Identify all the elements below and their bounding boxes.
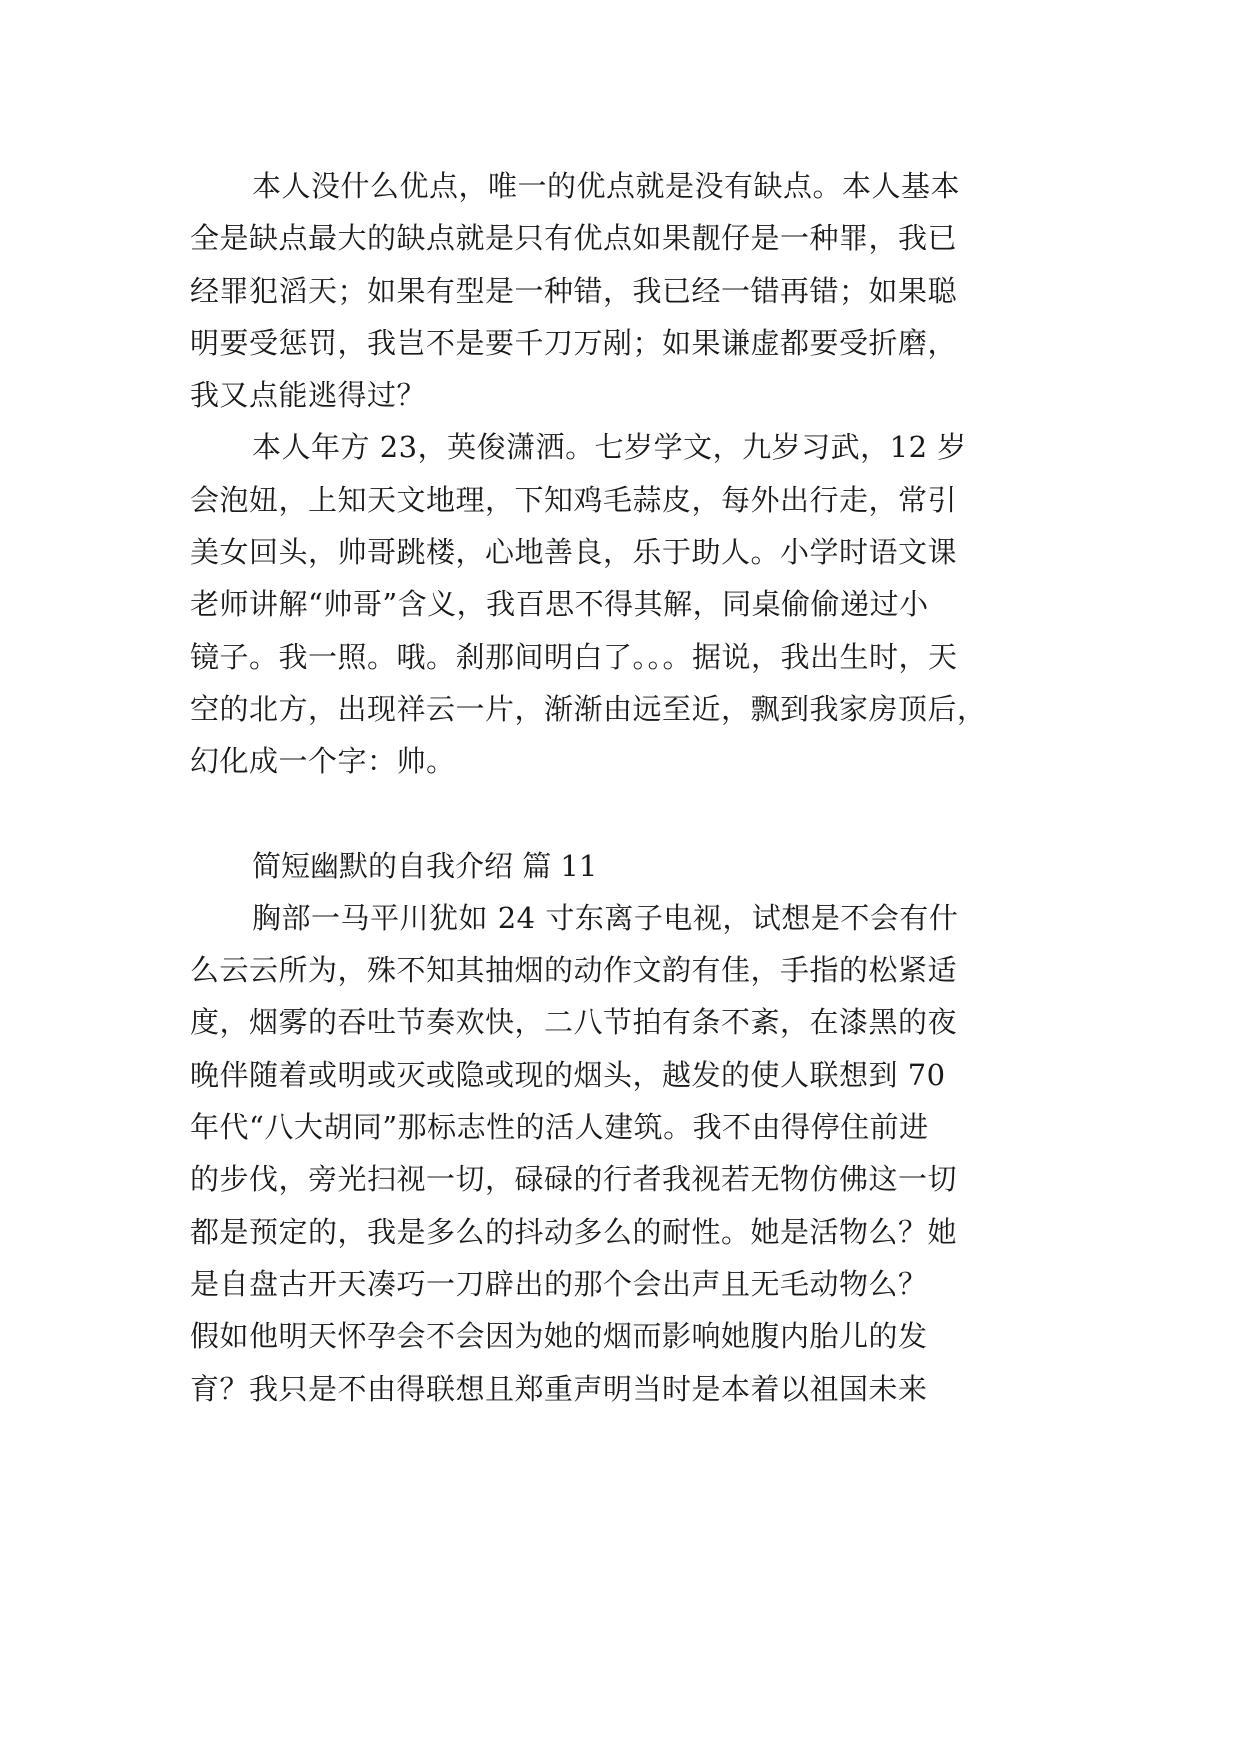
text-line: 么云云所为，殊不知其抽烟的动作文韵有佳，手指的松紧适 bbox=[190, 953, 958, 988]
document-body bbox=[190, 160, 1050, 1415]
paragraph-spacer bbox=[190, 788, 1050, 840]
paragraph-self-praise bbox=[190, 160, 1050, 421]
text-line: 全是缺点最大的缺点就是只有优点如果靓仔是一种罪，我已 bbox=[190, 221, 958, 256]
text-line: 幻化成一个字：帅。 bbox=[190, 744, 456, 779]
paragraph-age-and-talent bbox=[190, 421, 1050, 787]
text-line: 明要受惩罚，我岂不是要千刀万剐；如果谦虚都要受折磨， bbox=[190, 325, 958, 360]
text-line: 会泡妞，上知天文地理，下知鸡毛蒜皮，每外出行走，常引 bbox=[190, 482, 958, 517]
paragraph-section-11-body bbox=[190, 892, 1050, 1415]
text-line: 老师讲解“帅哥”含义，我百思不得其解，同桌偷偷递过小 bbox=[190, 587, 929, 622]
text-line: 镜子。我一照。哦。刹那间明白了。。。据说，我出生时，天 bbox=[190, 639, 958, 674]
text-line: 晚伴随着或明或灭或隐或现的烟头，越发的使人联想到 70 bbox=[190, 1057, 946, 1092]
text-line: 育？我只是不由得联想且郑重声明当时是本着以祖国未来 bbox=[190, 1371, 928, 1406]
text-line: 是自盘古开天凑巧一刀辟出的那个会出声且无毛动物么？ bbox=[190, 1266, 928, 1301]
text-line: 我又点能逃得过？ bbox=[190, 378, 427, 413]
text-line: 经罪犯滔天；如果有型是一种错，我已经一错再错；如果聪 bbox=[190, 273, 958, 308]
text-line: 胸部一马平川犹如 24 寸东离子电视，试想是不会有什 bbox=[252, 900, 959, 935]
text-line: 假如他明天怀孕会不会因为她的烟而影响她腹内胎儿的发 bbox=[190, 1319, 928, 1354]
text-line: 美女回头，帅哥跳楼，心地善良，乐于助人。小学时语文课 bbox=[190, 535, 958, 570]
text-line: 空的北方，出现祥云一片，渐渐由远至近，飘到我家房顶后， bbox=[190, 691, 987, 726]
text-line: 度，烟雾的吞吐节奏欢快，二八节拍有条不紊，在漆黑的夜 bbox=[190, 1005, 958, 1040]
section-heading: 简短幽默的自我介绍 篇 11 bbox=[252, 848, 598, 883]
text-line: 本人年方 23，英俊潇洒。七岁学文，九岁习武，12 岁 bbox=[252, 430, 967, 465]
text-line: 的步伐，旁光扫视一切，碌碌的行者我视若无物仿佛这一切 bbox=[190, 1162, 958, 1197]
text-line: 都是预定的，我是多么的抖动多么的耐性。她是活物么？她 bbox=[190, 1214, 958, 1249]
text-line: 本人没什么优点，唯一的优点就是没有缺点。本人基本 bbox=[252, 169, 961, 203]
text-line: 年代“八大胡同”那标志性的活人建筑。我不由得停住前进 bbox=[190, 1110, 929, 1145]
